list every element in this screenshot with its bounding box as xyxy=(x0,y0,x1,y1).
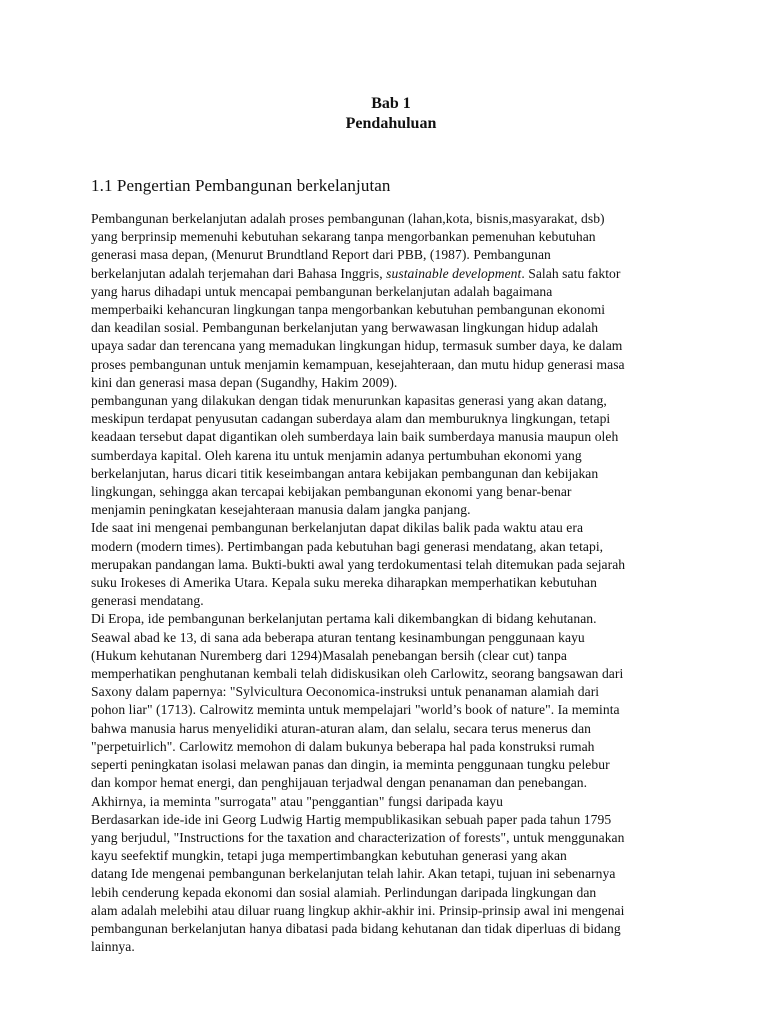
text-line: pohon liar" (1713). Calrowitz meminta untuk mempelajari "world’s book of nature". Ia meminta xyxy=(91,702,620,718)
text-line: modern (modern times). Pertimbangan pada kebutuhan bagi generasi mendatang, akan tetapi, xyxy=(91,538,604,554)
text-line: yang harus dihadapi untuk mencapai pembangunan berkelanjutan adalah bagaimana xyxy=(91,283,553,299)
text-line: merupakan pandangan lama. Bukti-bukti awal yang terdokumentasi telah ditemukan pada sejarah xyxy=(91,556,626,572)
text-line: sumberdaya kapital. Oleh karena itu untuk menjamin adanya pertumbuhan ekonomi yang xyxy=(91,447,582,463)
italic-term: sustainable development xyxy=(386,265,522,281)
text-line: Saxony dalam papernya: "Sylvicultura Oeconomica-instruksi untuk penanaman alamiah dari xyxy=(91,684,600,700)
text-fragment: berkelanjutan adalah terjemahan dari Bahasa Inggris, xyxy=(91,265,387,281)
text-line: generasi masa depan, (Menurut Brundtland Report dari PBB, (1987). Pembangunan xyxy=(91,247,551,263)
chapter-number: Bab 1 xyxy=(371,95,411,112)
text-line: memperbaiki kehancuran lingkungan tanpa mengorbankan kebutuhan pembangunan ekonomi xyxy=(91,302,606,318)
text-line: lebih cenderung kepada ekonomi dan sosial alamiah. Perlindungan daripada lingkungan dan xyxy=(91,884,597,900)
text-line: pembangunan yang dilakukan dengan tidak menurunkan kapasitas generasi yang akan datang, xyxy=(91,393,607,409)
document-page xyxy=(91,94,691,956)
text-line: lingkungan, sehingga akan tercapai kebijakan pembangunan ekonomi yang benar-benar xyxy=(91,484,572,500)
text-line: kini dan generasi masa depan (Sugandhy, Hakim 2009). xyxy=(91,374,398,390)
text-line: pembangunan berkelanjutan hanya dibatasi pada bidang kehutanan dan tidak diperluas di bidang xyxy=(91,920,621,936)
text-line: Seawal abad ke 13, di sana ada beberapa aturan tentang kesinambungan penggunaan kayu xyxy=(91,629,585,645)
body-text xyxy=(91,210,691,956)
text-line: lainnya. xyxy=(91,939,135,955)
text-fragment: . Salah satu faktor xyxy=(521,265,621,281)
text-line: keadaan tersebut dapat digantikan oleh sumberdaya lain baik sumberdaya manusia maupun oleh xyxy=(91,429,619,445)
text-line: suku Irokeses di Amerika Utara. Kepala suku mereka diharapkan memperhatikan kebutuhan xyxy=(91,575,597,591)
text-line: Pembangunan berkelanjutan adalah proses pembangunan (lahan,kota, bisnis,masyarakat, dsb) xyxy=(91,211,605,226)
text-line: memperhatikan penghutanan kembali telah didiskusikan oleh Carlowitz, seorang bangsawan dari xyxy=(91,666,624,682)
text-line: Akhirnya, ia meminta "surrogata" atau "penggantian" fungsi daripada kayu xyxy=(91,793,503,809)
text-line: upaya sadar dan terencana yang memadukan lingkungan hidup, termasuk sumber daya, ke dalam xyxy=(91,338,623,354)
text-line: alam adalah melebihi atau diluar ruang lingkup akhir-akhir ini. Prinsip-prinsip awal ini mengenai xyxy=(91,902,625,918)
text-line: datang Ide mengenai pembangunan berkelanjutan telah lahir. Akan tetapi, tujuan ini sebenarnya xyxy=(91,866,616,882)
text-line: Berdasarkan ide-ide ini Georg Ludwig Hartig mempublikasikan sebuah paper pada tahun 1795 xyxy=(91,811,612,827)
text-line: dan keadilan sosial. Pembangunan berkelanjutan yang berwawasan lingkungan hidup adalah xyxy=(91,320,599,336)
text-line: berkelanjutan, harus dicari titik keseimbangan antara kebijakan pembangunan dan kebijakan xyxy=(91,465,599,481)
text-line: "perpetuirlich". Carlowitz memohon di dalam bukunya beberapa hal pada konstruksi rumah xyxy=(91,738,595,754)
text-line: kayu seefektif mungkin, tetapi juga mempertimbangkan kebutuhan generasi yang akan xyxy=(91,848,567,864)
text-line: Ide saat ini mengenai pembangunan berkelanjutan dapat dikilas balik pada waktu atau era xyxy=(91,520,584,536)
text-line: seperti peningkatan isolasi melawan panas dan dingin, ia meminta penggunaan tungku pelebur xyxy=(91,757,610,773)
text-line: yang berjudul, "Instructions for the taxation and characterization of forests", untuk menggunakan xyxy=(91,829,625,845)
section-heading: 1.1 Pengertian Pembangunan berkelanjutan xyxy=(91,176,391,195)
text-line: dan kompor hemat energi, dan penghijauan terjadwal dengan penanaman dan penebangan. xyxy=(91,775,588,791)
text-line: proses pembangunan untuk menjamin kemampuan, kesejahteraan, dan mutu hidup generasi masa xyxy=(91,356,625,372)
text-line: yang berprinsip memenuhi kebutuhan sekarang tanpa mengorbankan pemenuhan kebutuhan xyxy=(91,229,596,245)
text-line: menjamin peningkatan kesejahteraan manusia dalam jangka panjang. xyxy=(91,502,471,518)
chapter-title: Pendahuluan xyxy=(345,115,437,132)
text-line: Di Eropa, ide pembangunan berkelanjutan pertama kali dikembangkan di bidang kehutanan. xyxy=(91,611,597,627)
text-line: meskipun terdapat penyusutan cadangan suberdaya alam dan memburuknya lingkungan, tetapi xyxy=(91,411,611,427)
text-line: (Hukum kehutanan Nuremberg dari 1294)Masalah penebangan bersih (clear cut) tanpa xyxy=(91,647,567,663)
text-line: generasi mendatang. xyxy=(91,593,204,609)
text-line: bahwa manusia harus menyelidiki aturan-aturan alam, dan selalu, secara terus menerus dan xyxy=(91,720,591,736)
text-line xyxy=(91,265,691,283)
